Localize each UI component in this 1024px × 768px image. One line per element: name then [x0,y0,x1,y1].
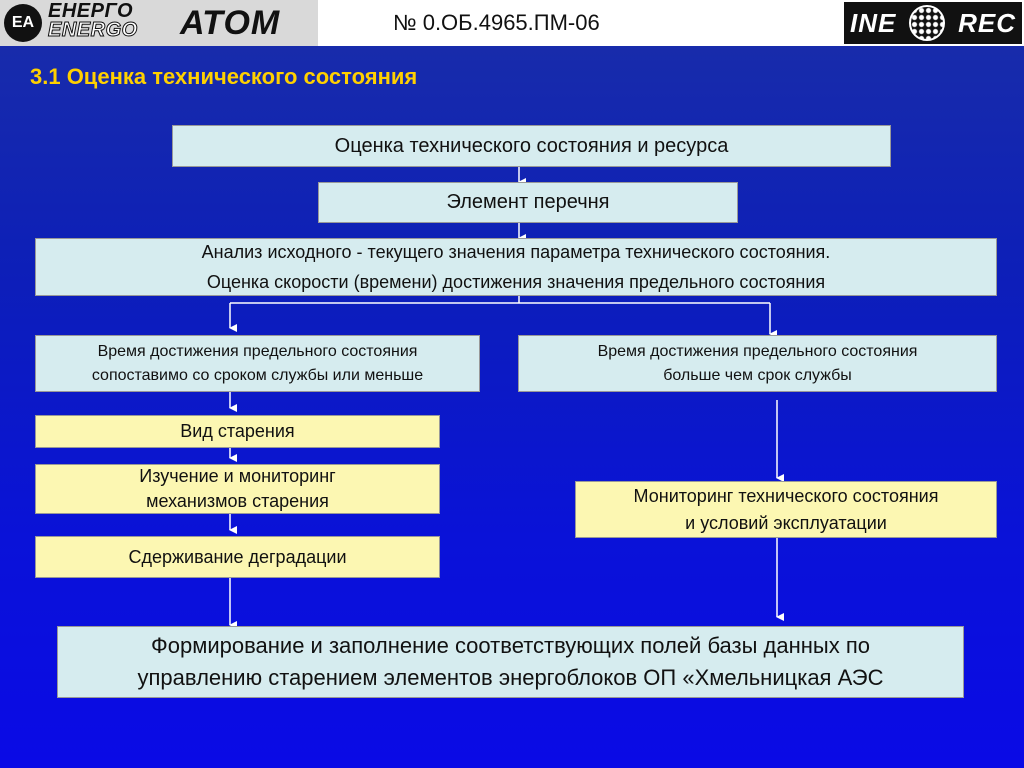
logo-rec: REC [958,7,1016,38]
box-time-more [518,335,997,392]
box-containment-text: Сдерживание деградации [128,546,347,567]
box-database-line1: Формирование и заполнение соответствующих полей базы данных по [151,633,870,658]
box-time-less-line1: Время достижения предельного состояния [97,342,418,360]
box-assessment-text: Оценка технического состояния и ресурса [334,134,729,157]
energoatom-monogram-icon: EA [4,4,42,42]
box-analysis-line2: Оценка скорости (времени) достижения значения предельного состояния [206,272,826,292]
box-aging-type-text: Вид старения [180,421,295,442]
logo-atom: АТОМ [180,4,281,42]
logo-ine: INE [850,7,897,38]
box-aging-type [35,415,440,448]
box-database-line2: управлению старением элементов энергоблоков ОП «Хмельницкая АЭС [137,665,884,690]
document-number: № 0.ОБ.4965.ПМ-06 [393,10,600,35]
page-title: 3.1 Оценка технического состояния [30,64,418,89]
box-element-list-text: Элемент перечня [446,191,610,213]
box-study-line2: механизмов старения [146,491,329,511]
logo-energo-bottom: ENERGO [48,19,138,41]
box-time-more-line2: больше чем срок службы [663,366,852,384]
box-study-line1: Изучение и мониторинг [139,466,336,486]
box-element-list [318,182,738,223]
box-time-less-line2: сопоставимо со сроком службы или меньше [91,366,424,384]
box-study-monitoring [35,464,440,514]
box-database [57,626,964,698]
box-analysis [35,238,997,296]
box-analysis-line1: Анализ исходного - текущего значения параметра технического состояния. [201,242,831,262]
box-time-more-line1: Время достижения предельного состояния [597,342,918,360]
box-monitoring-line2: и условий эксплуатации [685,512,887,533]
logo-energo-top: ЕНЕРГО [48,0,134,22]
box-monitoring-conditions [575,481,997,538]
box-time-less [35,335,480,392]
box-containment [35,536,440,578]
box-assessment [172,125,891,167]
box-monitoring-line1: Мониторинг технического состояния [633,485,939,506]
